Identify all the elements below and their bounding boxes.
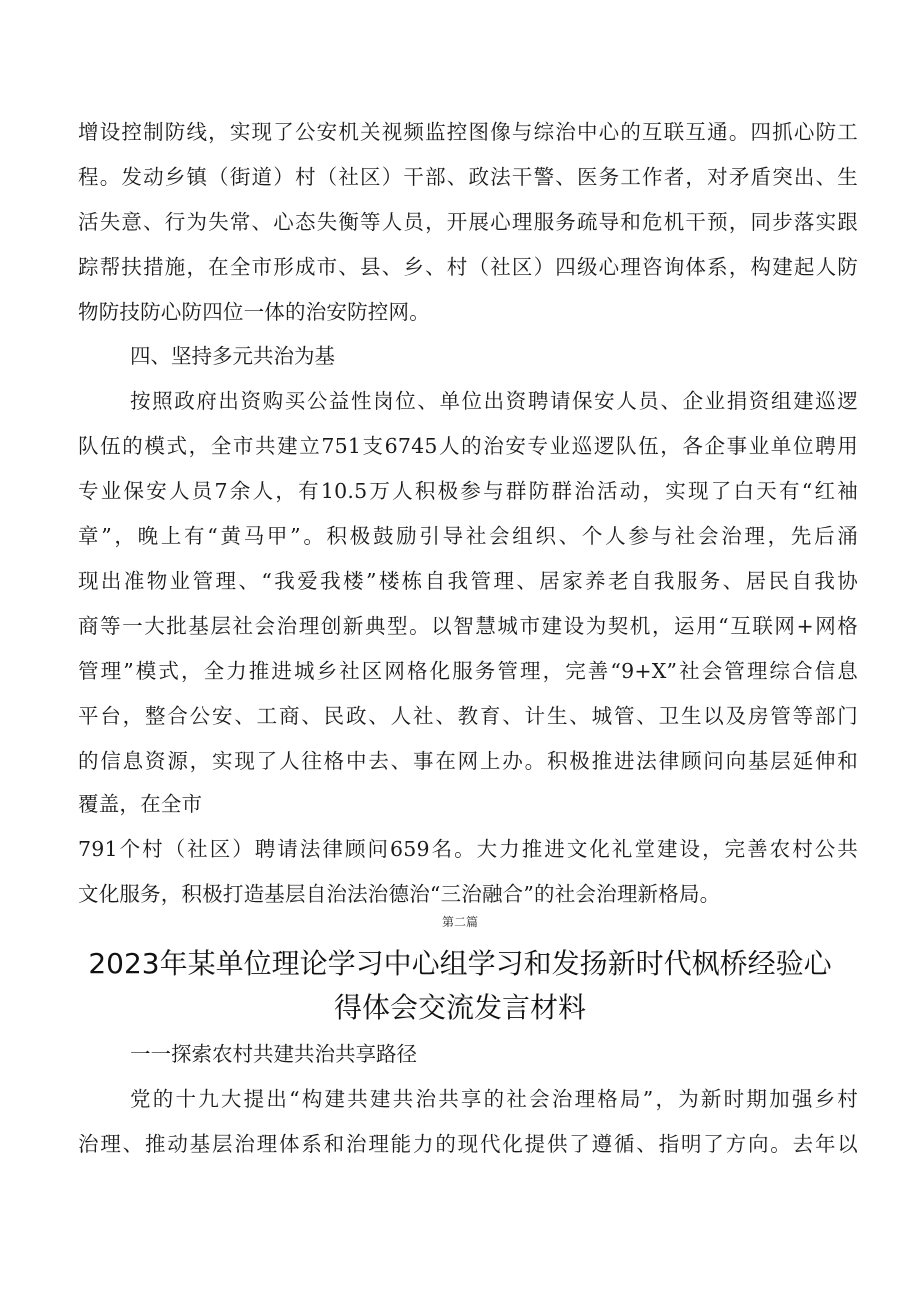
paragraph-line: 治理、推动基层治理体系和治理能力的现代化提供了遵循、指明了方向。去年以 <box>78 1132 858 1156</box>
paragraph-line: 覆盖，在全市 <box>78 792 203 816</box>
paragraph-line: 程。发动乡镇（街道）村（社区）干部、政法干警、医务工作者，对矛盾突出、生 <box>78 165 858 189</box>
paragraph-line: 党的十九大提出“构建共建共治共享的社会治理格局”，为新时期加强乡村 <box>130 1087 858 1111</box>
paragraph-line: 商等一大批基层社会治理创新典型。以智慧城市建设为契机，运用“互联网+网格 <box>78 614 858 638</box>
paragraph-line: 物防技防心防四位一体的治安防控网。 <box>78 300 430 324</box>
paragraph-line: 按照政府出资购买公益性岗位、单位出资聘请保安人员、企业捐资组建巡逻 <box>130 389 858 413</box>
paragraph-line: 平台，整合公安、工商、民政、人社、教育、计生、城管、卫生以及房管等部门 <box>78 704 858 728</box>
section-heading: 四、坚持多元共治为基 <box>130 344 335 368</box>
paragraph-line: 现出准物业管理、“我爱我楼”楼栋自我管理、居家养老自我服务、居民自我协 <box>78 569 858 593</box>
paragraph-line: 活失意、行为失常、心态失衡等人员，开展心理服务疏导和危机干预，同步落实跟 <box>78 210 858 234</box>
subsection-heading: 一一探索农村共建共治共享路径 <box>130 1042 417 1066</box>
paragraph-line: 的信息资源，实现了人往格中去、事在网上办。积极推进法律顾问向基层延伸和 <box>78 749 858 773</box>
paragraph-line: 踪帮扶措施，在全市形成市、县、乡、村（社区）四级心理咨询体系，构建起人防 <box>78 255 858 279</box>
paragraph-line: 增设控制防线，实现了公安机关视频监控图像与综治中心的互联互通。四抓心防工 <box>78 120 858 144</box>
document-title-line-2: 得体会交流发言材料 <box>333 991 586 1024</box>
paragraph-line: 章”，晚上有“黄马甲”。积极鼓励引导社会组织、个人参与社会治理，先后涌 <box>78 524 858 548</box>
paragraph-line: 专业保安人员7余人，有10.5万人积极参与群防群治活动，实现了白天有“红袖 <box>78 479 858 503</box>
paragraph-line: 791个村（社区）聘请法律顾问659名。大力推进文化礼堂建设，完善农村公共 <box>78 837 858 861</box>
document-title-line-1: 2023年某单位理论学习中心组学习和发扬新时代枫桥经验心 <box>88 947 832 980</box>
paragraph-line: 文化服务，积极打造基层自治法治德治“三治融合”的社会治理新格局。 <box>78 882 721 906</box>
section-marker: 第二篇 <box>441 915 478 929</box>
paragraph-line: 管理”模式，全力推进城乡社区网格化服务管理，完善“9+X”社会管理综合信息 <box>78 659 858 683</box>
paragraph-line: 队伍的模式，全市共建立751支6745人的治安专业巡逻队伍，各企事业单位聘用 <box>78 434 858 458</box>
